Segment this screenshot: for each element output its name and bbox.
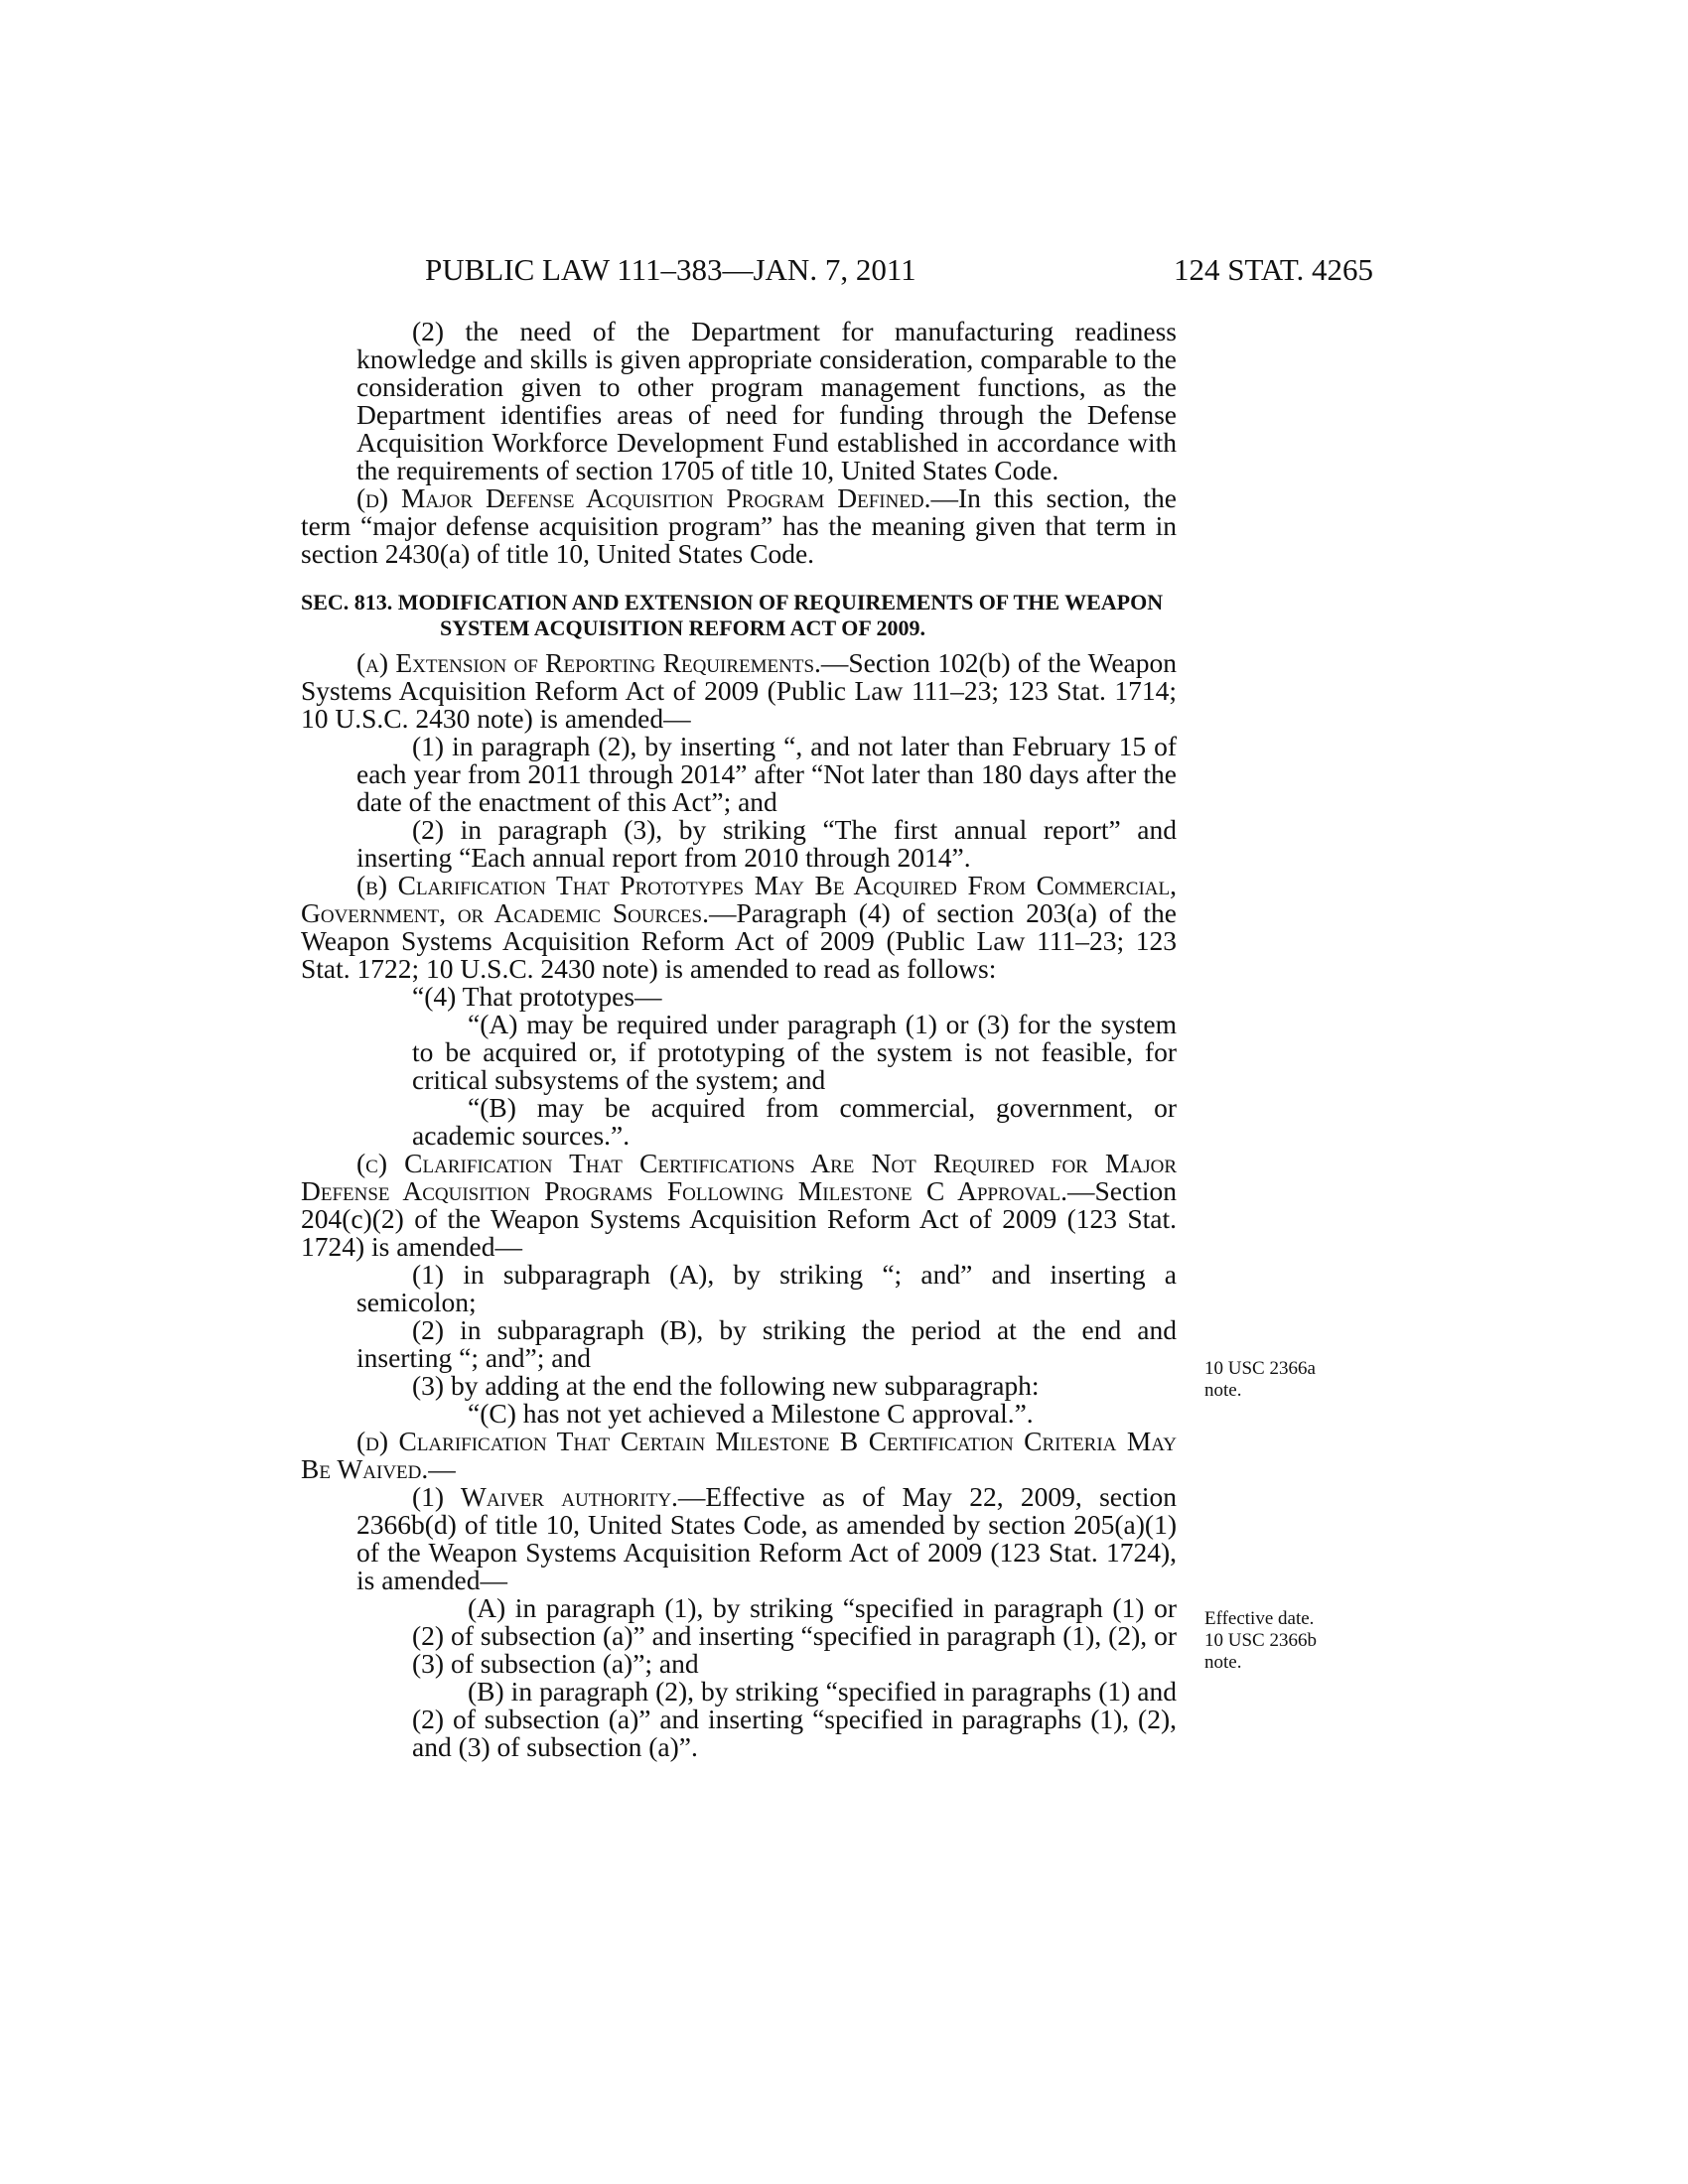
statute-body [301,318,1177,1761]
subsection-d-dash: — [428,1453,456,1484]
subsection-b-text: —Paragraph (4) of section 203(a) of the Weapon Systems Acquisition Reform Act of 2009 (Public Law 111–23; 123 Stat. 1722; 10 U.S.C. 2430 note) is amended to read as follows: [301,897,1177,984]
margin-note-2366b-line-2: 10 USC 2366b [1204,1630,1317,1651]
subsection-c-paragraph-1: (1) in subparagraph (A), by striking “; and” and inserting a semicolon; [356,1259,1177,1317]
subsection-c-heading: (c) Clarification That Certifications Are Not Required for Major Defense Acquisition Programs Following Milestone C Approval. [301,1148,1177,1206]
quoted-subparagraph-C: “(C) has not yet achieved a Milestone C approval.”. [468,1398,1034,1429]
subsection-a-heading: (a) Extension of Reporting Requirements. [356,647,821,678]
quoted-subparagraph-B: “(B) may be acquired from commercial, government, or academic sources.”. [412,1092,1177,1151]
margin-note-2366b-line-1: Effective date. [1204,1608,1315,1629]
running-title: PUBLIC LAW 111–383—JAN. 7, 2011 [425,252,916,287]
section-813-title: MODIFICATION AND EXTENSION OF REQUIREMENTS OF THE WEAPON SYSTEM ACQUISITION REFORM ACT OF 2009. [397,590,1164,640]
subsection-c [301,1150,1177,1261]
subsection-d-paragraph-1 [301,1483,1177,1594]
subsection-a-paragraph-1: (1) in paragraph (2), by inserting “, and not later than February 15 of each year from 2011 through 2014” after “Not later than 180 days after the date of the enactment of this Act”; and [356,731,1177,817]
waiver-authority-text: —Effective as of May 22, 2009, section 2366b(d) of title 10, United States Code, as amended by section 205(a)(1) of the Weapon Systems Acquisition Reform Act of 2009 (123 Stat. 1724), is amended— [356,1481,1177,1595]
quoted-subparagraph-A: “(A) may be required under paragraph (1) or (3) for the system to be acquired or, if prototyping of the system is not feasible, for critical subsystems of the system; and [412,1009,1177,1095]
subsection-a-paragraph-2: (2) in paragraph (3), by striking “The first annual report” and inserting “Each annual report from 2010 through 2014”. [356,814,1177,873]
waiver-subparagraph-B: (B) in paragraph (2), by striking “specified in paragraphs (1) and (2) of subsection (a)” and inserting “specified in paragraphs (1), (2), and (3) of subsection (a)”. [412,1676,1177,1762]
subsection-b-heading: (b) Clarification That Prototypes May Be Acquired From Commercial, Government, or Academic Sources. [301,870,1177,928]
section-813-number: SEC. 813. [301,590,393,614]
waiver-authority-heading: (1) Waiver authority. [412,1481,678,1512]
subsection-d-text: —In this section, the term “major defense acquisition program” has the meaning given that term in section 2430(a) of title 10, United States Code. [301,482,1177,569]
subsection-c-text: —Section 204(c)(2) of the Weapon Systems Acquisition Reform Act of 2009 (123 Stat. 1724) is amended— [301,1175,1177,1262]
margin-note-2366a-line-1: 10 USC 2366a [1204,1358,1316,1379]
quoted-paragraph-4: “(4) That prototypes— [412,981,662,1012]
subsection-c-paragraph-2: (2) in subparagraph (B), by striking the period at the end and inserting “; and”; and [356,1314,1177,1373]
section-813-heading [301,590,1177,641]
subsection-b [301,872,1177,983]
waiver-subparagraph-A: (A) in paragraph (1), by striking “specified in paragraph (1) or (2) of subsection (a)” and inserting “specified in paragraph (1), (2), or (3) of subsection (a)”; and [412,1592,1177,1679]
subsection-d-heading: (d) Major Defense Acquisition Program Defined. [356,482,931,513]
subsection-a [301,649,1177,733]
margin-note-2366a-line-2: note. [1204,1380,1242,1401]
margin-note-2366a [1204,1358,1363,1402]
margin-note-2366b-line-3: note. [1204,1652,1242,1673]
subsection-c-paragraph-3: (3) by adding at the end the following new subparagraph: [412,1370,1040,1401]
paragraph-2-need: (2) the need of the Department for manufacturing readiness knowledge and skills is given appropriate consideration, comparable to the consideration given to other program management functions, as the Department identifies areas of need for funding through the Defense Acquisition Workforce Development Fund established in accordance with the requirements of section 1705 of title 10, United States Code. [356,316,1177,485]
margin-note-2366b [1204,1608,1363,1674]
subsection-d-defined [301,484,1177,568]
page-number: 124 STAT. 4265 [1173,252,1373,287]
subsection-d-waiver-heading: (d) Clarification That Certain Milestone B Certification Criteria May Be Waived. [301,1426,1177,1484]
subsection-d [301,1428,1177,1483]
subsection-a-text: —Section 102(b) of the Weapon Systems Acquisition Reform Act of 2009 (Public Law 111–23; 123 Stat. 1714; 10 U.S.C. 2430 note) is amended— [301,647,1177,734]
